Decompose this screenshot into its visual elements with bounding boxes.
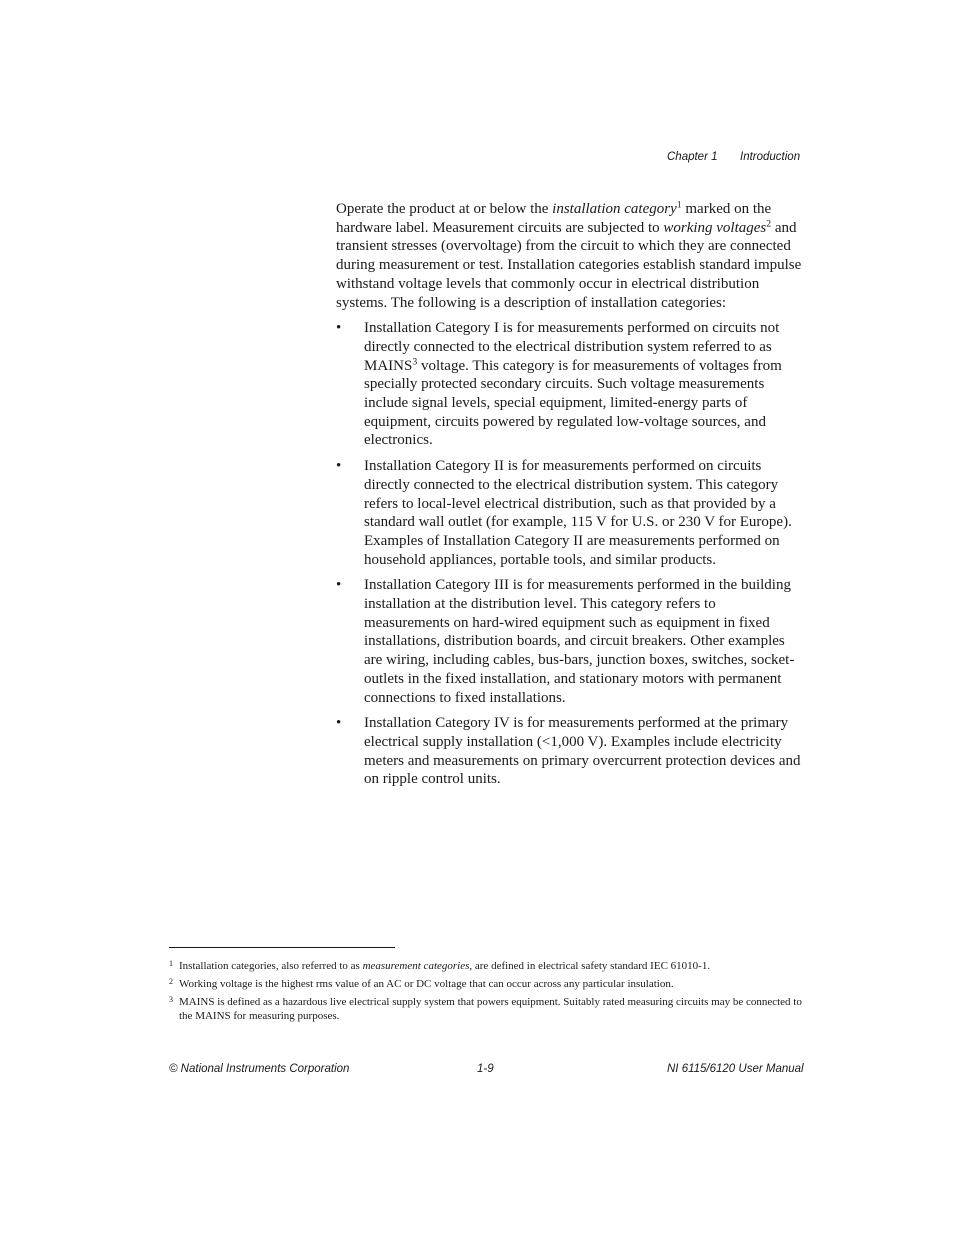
footnote-3 (169, 995, 802, 1023)
footnotes (169, 959, 802, 1027)
intro-term-installation-category: installation category (552, 201, 677, 217)
footer-page-number: 1-9 (477, 1063, 494, 1075)
header-chapter: Chapter 1 (667, 151, 718, 163)
bullet-marker: • (336, 577, 342, 594)
intro-text-2: marked on the hardware label. Measurement circuits are subjected to (336, 201, 772, 236)
category-4-text: Installation Category IV is for measurements performed at the primary electrical supply installation (<1,000 V). Examples include electricity meters and measurements on primary overcurrent protection devices and on ripple control units. (364, 715, 801, 788)
category-2-text: Installation Category II is for measurements performed on circuits directly connected to the electrical distribution system. This category refers to local-level electrical distribution, such as that provided by a standard wall outlet (for example, 115 V for U.S. or 230 V for Europe). Examples of Installation Category II are measurements performed on household appliances, portable tools, and similar products. (364, 458, 792, 568)
footnote-divider (169, 947, 395, 948)
bullet-marker: • (336, 715, 342, 732)
footnote-1-text-a: Installation categories, also referred to as (179, 960, 363, 972)
list-item-category-2 (336, 457, 802, 569)
footnote-ref-3: 3 (412, 356, 418, 368)
footer-copyright: © National Instruments Corporation (169, 1063, 350, 1075)
intro-text-1: Operate the product at or below the (336, 201, 553, 217)
list-item-category-3 (336, 576, 802, 707)
bullet-marker: • (336, 458, 342, 475)
bullet-marker: • (336, 320, 342, 337)
footnote-ref-2: 2 (766, 218, 772, 230)
footnote-1 (169, 959, 802, 973)
intro-paragraph (336, 200, 802, 312)
footnote-number: 1 (169, 959, 173, 968)
list-item-category-1 (336, 319, 802, 450)
intro-text-3: and transient stresses (overvoltage) from the circuit to which they are connected during measurement or test. Installation categories establish standard impulse withstand voltage levels that commonly occur in electrical distribution systems. The following is a description of installation categories: (336, 219, 802, 311)
footnote-1-text-b: , are defined in electrical safety standard IEC 61010-1. (469, 960, 711, 972)
list-item-category-4 (336, 714, 802, 789)
footnote-number: 2 (169, 977, 173, 986)
footnote-2-text: Working voltage is the highest rms value of an AC or DC voltage that can occur across any particular insulation. (179, 978, 674, 990)
category-1-text-b: voltage. This category is for measurements of voltages from specially protected secondary circuits. Such voltage measurements include signal levels, special equipment, limited-energy parts of equipment, circuits powered by regulated low-voltage sources, and electronics. (364, 357, 782, 449)
footnote-2 (169, 977, 802, 991)
category-3-text: Installation Category III is for measurements performed in the building installation at the distribution level. This category refers to measurements on hard-wired equipment such as equipment in fixed installations, distribution boards, and circuit breakers. Other examples are wiring, including cables, bus-bars, junction boxes, switches, socket-outlets in the fixed installation, and stationary motors with permanent connections to fixed installations. (364, 577, 795, 706)
footnote-1-term: measurement categories (362, 960, 470, 972)
installation-category-list (336, 319, 802, 789)
header-section-title: Introduction (740, 151, 801, 163)
intro-term-working-voltages: working voltages (663, 219, 767, 236)
footer-manual-title: NI 6115/6120 User Manual (667, 1063, 804, 1075)
category-1-text-a: Installation Category I is for measurements performed on circuits not directly connected to the electrical distribution system referred to as MAINS (364, 320, 780, 374)
footnote-3-text: MAINS is defined as a hazardous live electrical supply system that powers equipment. Suitably rated measuring circuits may be connected to the MAINS for measuring purposes. (179, 996, 802, 1022)
footnote-ref-1: 1 (676, 199, 682, 211)
main-body (336, 200, 802, 796)
footnote-number: 3 (169, 995, 173, 1004)
